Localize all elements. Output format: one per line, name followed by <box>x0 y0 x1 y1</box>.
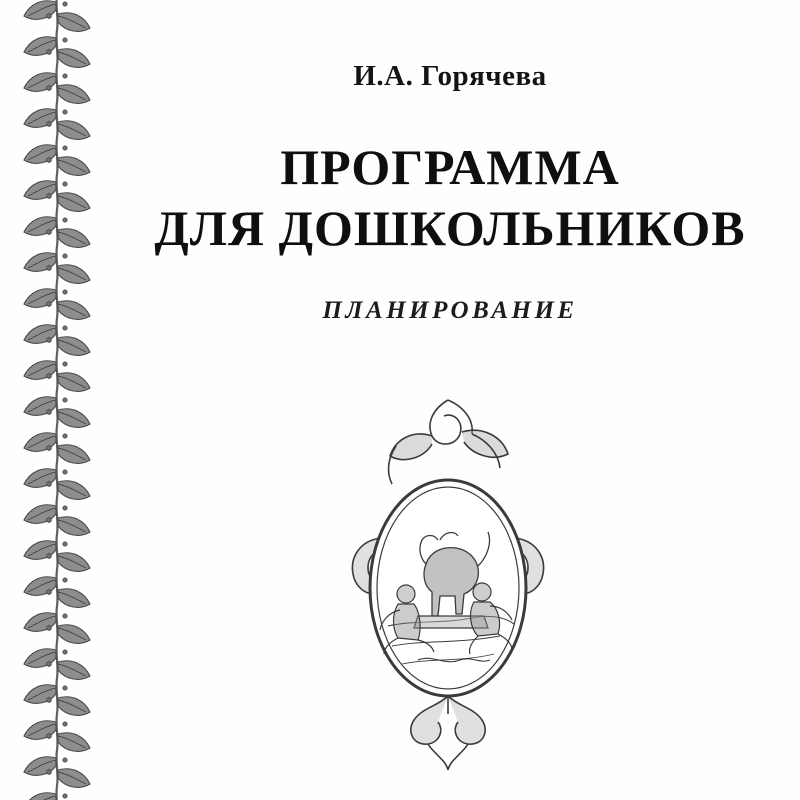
author-name: И.А. Горячева <box>353 60 547 92</box>
title-block <box>120 60 780 325</box>
page-title <box>120 137 780 259</box>
engraved-oval-vignette-icon <box>322 388 574 778</box>
title-line-1: ПРОГРАММА <box>280 139 620 195</box>
title-line-2: ДЛЯ ДОШКОЛЬНИКОВ <box>154 200 746 256</box>
subtitle: ПЛАНИРОВАНИЕ <box>322 297 578 324</box>
laurel-leaf-vertical-border-icon <box>14 0 100 800</box>
